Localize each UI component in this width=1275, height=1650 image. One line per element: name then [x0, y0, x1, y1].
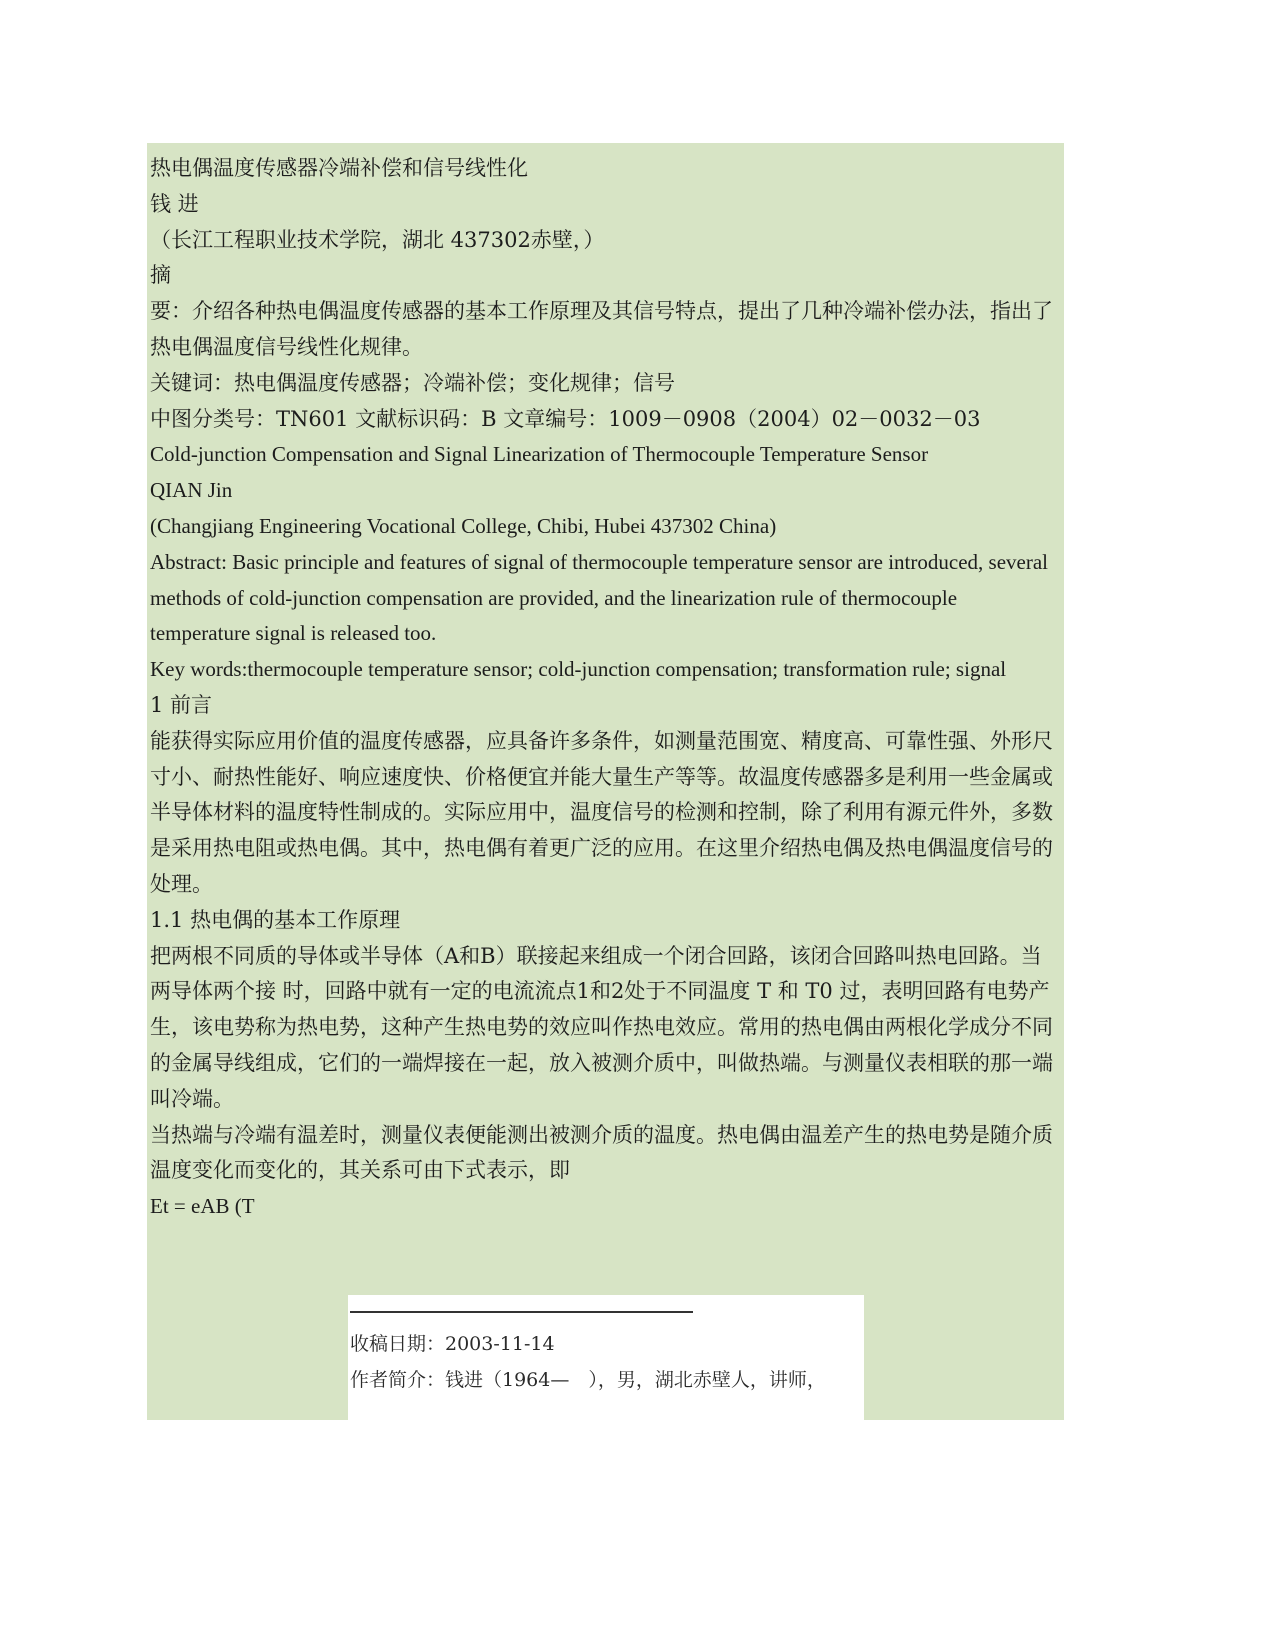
- keywords-cn: 关键词：热电偶温度传感器；冷端补偿；变化规律；信号: [150, 370, 675, 395]
- abstract-en: Abstract: Basic principle and features of signal of thermocouple temperature sensor are introduced, several methods of cold-junction compensation are provided, and the linearization rule of thermocouple temperature signal is released too.: [150, 549, 1048, 646]
- classification-cn: 中图分类号：TN601 文献标识码：B 文章编号：1009－0908（2004）02－0032－03: [150, 406, 981, 431]
- affiliation-cn: （长江工程职业技术学院，湖北 437302赤壁，）: [150, 227, 605, 252]
- paper-title-en: Cold-junction Compensation and Signal Linearization of Thermocouple Temperature Sensor: [150, 442, 929, 467]
- author-cn: 钱 进: [150, 191, 199, 216]
- section-1-1-heading: 1.1 热电偶的基本工作原理: [150, 907, 401, 932]
- footnote-author-bio: 作者简介：钱进（1964— ），男，湖北赤壁人，讲师，: [350, 1369, 826, 1391]
- author-en: QIAN Jin: [150, 478, 233, 503]
- section-1-1-body-1: 把两根不同质的导体或半导体（A和B）联接起来组成一个闭合回路，该闭合回路叫热电回路。当两导体两个接 时，回路中就有一定的电流流点1和2处于不同温度 T 和 T0 过，表明回路有电势产生，该电势称为热电势，这种产生热电势的效应叫作热电效应。常用的热电偶由两根化学成分不同的金属导线组成，它们的一端焊接在一起，放入被测介质中，叫做热端。与测量仪表相联的那一端叫冷端。: [150, 943, 1053, 1111]
- footnote-image: [348, 1295, 864, 1420]
- abstract-label-cn: 摘: [150, 263, 171, 288]
- section-1-body: 能获得实际应用价值的温度传感器，应具备许多条件，如测量范围宽、精度高、可靠性强、外形尺寸小、耐热性能好、响应速度快、价格便宜并能大量生产等等。故温度传感器多是利用一些金属或半导体材料的温度特性制成的。实际应用中，温度信号的检测和控制，除了利用有源元件外，多数是采用热电阻或热电偶。其中，热电偶有着更广泛的应用。在这里介绍热电偶及热电偶温度信号的处理。: [150, 728, 1053, 896]
- footnote-rule: [350, 1311, 693, 1313]
- equation: Et = eAB (T: [150, 1194, 255, 1219]
- abstract-cn: 要：介绍各种热电偶温度传感器的基本工作原理及其信号特点，提出了几种冷端补偿办法，指出了热电偶温度信号线性化规律。: [150, 299, 1053, 359]
- document-body: [150, 151, 1062, 1225]
- keywords-en: Key words:thermocouple temperature sensor; cold-junction compensation; transformation rule; signal: [150, 657, 1007, 682]
- section-1-heading: 1 前言: [150, 692, 213, 717]
- footnote-received-date: 收稿日期：2003-11-14: [350, 1333, 555, 1355]
- section-1-1-body-2: 当热端与冷端有温差时，测量仪表便能测出被测介质的温度。热电偶由温差产生的热电势是随介质温度变化而变化的，其关系可由下式表示，即: [150, 1122, 1053, 1183]
- affiliation-en: (Changjiang Engineering Vocational College, Chibi, Hubei 437302 China): [150, 513, 777, 538]
- paper-title-cn: 热电偶温度传感器冷端补偿和信号线性化: [150, 156, 528, 180]
